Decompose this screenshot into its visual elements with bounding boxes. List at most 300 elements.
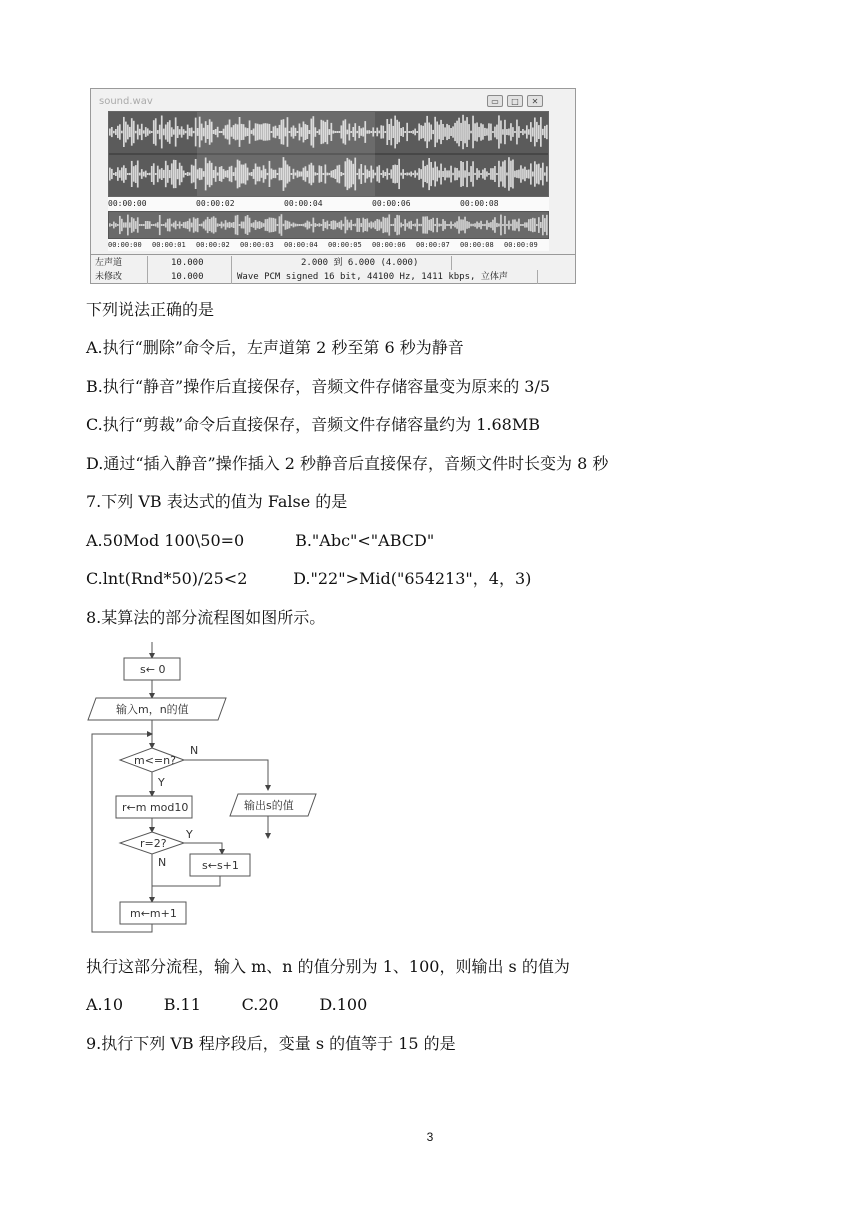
waveform-bar	[484, 168, 486, 180]
waveform-bar	[380, 222, 382, 229]
waveform-bar	[163, 170, 165, 178]
waveform-bar	[490, 168, 492, 180]
waveform-bar	[386, 168, 388, 179]
waveform-bar	[482, 224, 484, 226]
waveform-bar	[159, 215, 161, 235]
waveform-bar	[255, 220, 257, 230]
waveform-bar	[480, 221, 482, 229]
channel-label: 左声道	[95, 256, 148, 270]
waveform-bar	[149, 173, 151, 175]
waveform-bar	[518, 126, 520, 138]
waveform-bar	[424, 217, 426, 234]
waveform-bar	[315, 223, 317, 227]
waveform-bar	[416, 173, 418, 176]
waveform-bar	[484, 224, 486, 226]
waveform-bar	[341, 220, 343, 230]
waveform-bar	[185, 131, 187, 133]
waveform-bar	[490, 124, 492, 141]
waveform-bar	[456, 221, 458, 229]
waveform-bar	[175, 221, 177, 230]
overview-tick: 00:00:08	[460, 241, 494, 249]
waveform-bar	[135, 165, 137, 183]
waveform-bar	[488, 123, 490, 140]
waveform-bar	[538, 125, 540, 139]
waveform-bar	[388, 214, 390, 235]
flowchart	[80, 640, 340, 940]
waveform-bar	[181, 166, 183, 182]
waveform-bar	[147, 128, 149, 135]
waveform-bar	[277, 224, 279, 226]
waveform-bar	[408, 131, 410, 133]
waveform-bar	[317, 224, 319, 226]
waveform-bar	[532, 218, 534, 232]
waveform-bar	[474, 223, 476, 227]
waveform-bar	[173, 129, 175, 134]
waveform-bar	[382, 170, 384, 178]
state-value: 10.000	[171, 270, 232, 284]
overview-ruler	[108, 239, 549, 251]
waveform-bar	[530, 163, 532, 184]
waveform-bar	[410, 221, 412, 230]
waveform-bar	[265, 219, 267, 231]
waveform-bar	[448, 125, 450, 139]
waveform-display[interactable]	[108, 111, 549, 197]
waveform-bar	[512, 127, 514, 137]
waveform-bar	[430, 162, 432, 186]
waveform-bar	[404, 173, 406, 175]
waveform-bar	[163, 224, 165, 226]
waveform-bar	[386, 119, 388, 145]
waveform-bar	[430, 219, 432, 231]
waveform-bar	[536, 122, 538, 142]
waveform-bar	[408, 222, 410, 229]
waveform-bar	[325, 222, 327, 228]
waveform-bar	[546, 215, 548, 235]
waveform-bar	[125, 222, 127, 227]
waveform-bar	[540, 222, 542, 228]
close-icon[interactable]: ✕	[527, 95, 543, 107]
waveform-bar	[349, 222, 351, 227]
waveform-bar	[137, 217, 139, 232]
waveform-bar	[412, 224, 414, 226]
waveform-bar	[119, 216, 121, 234]
waveform-bar	[544, 172, 546, 175]
waveform-bar	[542, 129, 544, 135]
waveform-bar	[311, 224, 313, 226]
waveform-bar	[263, 223, 265, 227]
waveform-bar	[147, 173, 149, 175]
flow-mod: r←m mod10	[122, 801, 189, 814]
waveform-graphic	[109, 112, 548, 196]
waveform-bar	[313, 218, 315, 233]
waveform-bar	[498, 115, 500, 148]
waveform-bar	[452, 224, 454, 226]
waveform-bar	[540, 117, 542, 147]
waveform-bar	[131, 118, 133, 146]
waveform-bar	[376, 128, 378, 137]
waveform-bar	[432, 218, 434, 233]
waveform-bar	[536, 224, 538, 226]
waveform-bar	[446, 170, 448, 177]
waveform-bar	[524, 222, 526, 227]
waveform-bar	[516, 170, 518, 178]
waveform-bar	[195, 219, 197, 232]
waveform-bar	[295, 224, 297, 227]
q9-stem: 9.执行下列 VB 程序段后，变量 s 的值等于 15 的是	[86, 1034, 456, 1053]
waveform-bar	[165, 223, 167, 228]
waveform-bar	[422, 161, 424, 188]
waveform-bar	[253, 222, 255, 228]
waveform-bar	[203, 221, 205, 228]
waveform-bar	[380, 125, 382, 138]
waveform-bar	[470, 166, 472, 182]
waveform-bar	[113, 173, 115, 175]
ruler-tick: 00:00:02	[196, 199, 235, 208]
waveform-bar	[406, 123, 408, 141]
waveform-bar	[404, 219, 406, 231]
waveform-bar	[291, 224, 293, 226]
overview-graphic	[109, 212, 548, 238]
waveform-bar	[187, 172, 189, 176]
waveform-bar	[464, 217, 466, 234]
waveform-bar	[430, 125, 432, 140]
waveform-bar	[472, 161, 474, 186]
waveform-bar	[500, 167, 502, 182]
waveform-bar	[482, 170, 484, 179]
overview-tick: 00:00:01	[152, 241, 186, 249]
waveform-bar	[352, 224, 354, 226]
waveform-bar	[356, 218, 358, 232]
waveform-bar	[414, 224, 416, 227]
waveform-bar	[173, 223, 175, 228]
waveform-bar	[414, 170, 416, 177]
waveform-bar	[247, 215, 249, 235]
waveform-bar	[378, 220, 380, 231]
waveform-bar	[358, 218, 360, 232]
waveform-bar	[145, 221, 147, 229]
waveform-bar	[452, 173, 454, 175]
waveform-bar	[484, 128, 486, 136]
waveform-bar	[476, 123, 478, 142]
waveform-bar	[285, 220, 287, 230]
waveform-bar	[153, 163, 155, 185]
waveform-bar	[502, 224, 504, 226]
waveform-bar	[470, 131, 472, 134]
waveform-bar	[215, 218, 217, 232]
waveform-bar	[374, 221, 376, 229]
waveform-bar	[233, 222, 235, 228]
waveform-bar	[538, 217, 540, 233]
waveform-bar	[382, 126, 384, 139]
waveform-bar	[185, 173, 187, 175]
waveform-bar	[111, 224, 113, 226]
waveform-bar	[538, 164, 540, 185]
waveform-bar	[428, 123, 430, 142]
waveform-bar	[183, 171, 185, 178]
waveform-bar	[209, 219, 211, 231]
waveform-bar	[219, 224, 221, 226]
waveform-bar	[500, 215, 502, 236]
waveform-bar	[151, 166, 153, 182]
waveform-bar	[319, 223, 321, 227]
maximize-icon[interactable]: □	[507, 95, 523, 107]
waveform-bar	[488, 173, 490, 175]
waveform-bar	[414, 129, 416, 136]
overview-tick: 00:00:00	[108, 241, 142, 249]
waveform-bar	[438, 125, 440, 140]
waveform-bar	[412, 130, 414, 134]
waveform-bar	[231, 223, 233, 227]
audio-format: Wave PCM signed 16 bit, 44100 Hz, 1411 kbps, 立体声	[237, 270, 538, 284]
waveform-bar	[514, 171, 516, 178]
waveform-bar	[522, 224, 524, 226]
waveform-bar	[362, 218, 364, 233]
waveform-bar	[251, 223, 253, 227]
waveform-bar	[217, 223, 219, 226]
waveform-bar	[468, 124, 470, 140]
waveform-bar	[153, 120, 155, 144]
waveform-bar	[281, 214, 283, 236]
waveform-bar	[339, 222, 341, 229]
waveform-bar	[422, 217, 424, 234]
waveform-bar	[406, 173, 408, 176]
waveform-bar	[115, 223, 117, 227]
waveform-bar	[331, 221, 333, 229]
waveform-bar	[528, 170, 530, 179]
waveform-bar	[327, 221, 329, 230]
waveform-bar	[139, 129, 141, 135]
waveform-bar	[450, 221, 452, 228]
waveform-bar	[516, 222, 518, 229]
ruler-tick: 00:00:06	[372, 199, 411, 208]
waveform-bar	[434, 224, 436, 226]
waveform-bar	[179, 163, 181, 186]
waveform-bar	[155, 118, 157, 145]
waveform-bar	[366, 218, 368, 231]
waveform-bar	[157, 222, 159, 228]
waveform-bar	[522, 129, 524, 135]
waveform-bar	[147, 221, 149, 229]
waveform-bar	[111, 127, 113, 137]
waveform-bar	[458, 118, 460, 147]
waveform-bar	[145, 127, 147, 137]
waveform-bar	[460, 161, 462, 187]
waveform-bar	[245, 216, 247, 234]
waveform-bar	[171, 163, 173, 184]
waveform-bar	[434, 117, 436, 147]
waveform-bar	[418, 168, 420, 180]
waveform-bar	[181, 126, 183, 137]
waveform-bar	[183, 222, 185, 228]
waveform-bar	[510, 123, 512, 141]
waveform-bar	[394, 116, 396, 149]
waveform-bar	[384, 131, 386, 133]
waveform-bar	[303, 224, 305, 227]
waveform-bar	[271, 218, 273, 233]
waveform-bar	[167, 122, 169, 142]
waveform-bar	[536, 164, 538, 183]
waveform-bar	[392, 224, 394, 226]
waveform-bar	[542, 215, 544, 236]
waveform-bar	[442, 219, 444, 231]
waveform-bar	[177, 224, 179, 226]
waveform-bar	[468, 222, 470, 228]
window-title: sound.wav	[99, 96, 153, 107]
waveform-bar	[225, 220, 227, 230]
waveform-bar	[454, 168, 456, 181]
waveform-bar	[444, 221, 446, 229]
waveform-bar	[542, 163, 544, 186]
waveform-bar	[307, 221, 309, 230]
waveform-bar	[448, 170, 450, 177]
waveform-bar	[376, 167, 378, 182]
waveform-bar	[123, 222, 125, 227]
waveform-bar	[137, 125, 139, 140]
waveform-bar	[418, 124, 420, 141]
q6-option-d: D.通过“插入静音”操作插入 2 秒静音后直接保存，音频文件时长变为 8 秒	[86, 454, 609, 473]
waveform-bar	[466, 117, 468, 147]
waveform-bar	[125, 122, 127, 143]
waveform-bar	[462, 162, 464, 186]
waveform-bar	[476, 168, 478, 180]
waveform-bar	[117, 126, 119, 138]
minimize-icon[interactable]: ▭	[487, 95, 503, 107]
waveform-bar	[472, 224, 474, 226]
waveform-bar	[350, 220, 352, 230]
overview-tick: 00:00:03	[240, 241, 274, 249]
waveform-bar	[530, 219, 532, 232]
waveform-bar	[191, 128, 193, 137]
waveform-bar	[173, 160, 175, 188]
waveform-bar	[137, 161, 139, 188]
waveform-bar	[177, 126, 179, 138]
waveform-bar	[498, 161, 500, 187]
waveform-bar	[406, 223, 408, 227]
overview-tick: 00:00:05	[328, 241, 362, 249]
waveform-bar	[398, 122, 400, 143]
ruler-tick: 00:00:04	[284, 199, 323, 208]
waveform-bar	[454, 223, 456, 228]
waveform-bar	[183, 129, 185, 135]
waveform-bar	[388, 124, 390, 140]
time-ruler	[108, 197, 549, 212]
waveform-bar	[508, 129, 510, 136]
waveform-bar	[402, 224, 404, 226]
waveform-bar	[370, 221, 372, 228]
overview-tick: 00:00:06	[372, 241, 406, 249]
waveform-bar	[534, 161, 536, 186]
waveform-bar	[189, 128, 191, 136]
waveform-bar	[476, 222, 478, 229]
waveform-bar	[418, 224, 420, 226]
waveform-bar	[520, 224, 522, 226]
waveform-bar	[510, 224, 512, 226]
waveform-bar	[506, 129, 508, 135]
waveform-bar	[386, 218, 388, 233]
waveform-bar	[376, 219, 378, 231]
waveform-bar	[139, 224, 141, 226]
waveform-bar	[159, 169, 161, 178]
waveform-bar	[275, 219, 277, 232]
waveform-bar	[335, 221, 337, 230]
waveform-bar	[460, 123, 462, 141]
waveform-bar	[384, 218, 386, 233]
waveform-bar	[193, 166, 195, 183]
waveform-bar	[464, 170, 466, 177]
waveform-bar	[522, 169, 524, 180]
waveform-bar	[478, 170, 480, 178]
waveform-bar	[532, 128, 534, 137]
waveform-bar	[478, 127, 480, 137]
waveform-bar	[396, 215, 398, 235]
waveform-bar	[133, 166, 135, 182]
waveform-bar	[410, 172, 412, 177]
waveform-bar	[345, 217, 347, 234]
waveform-bar	[141, 224, 143, 226]
waveform-bar	[109, 223, 111, 226]
waveform-bar	[400, 223, 402, 228]
flow-no1: N	[190, 744, 199, 757]
overview-waveform[interactable]	[108, 211, 549, 239]
waveform-bar	[392, 126, 394, 138]
waveform-bar	[506, 173, 508, 176]
waveform-bar	[223, 224, 225, 227]
waveform-bar	[394, 165, 396, 184]
waveform-bar	[526, 170, 528, 178]
waveform-bar	[378, 131, 380, 134]
waveform-bar	[480, 123, 482, 140]
waveform-bar	[446, 124, 448, 140]
waveform-bar	[450, 166, 452, 183]
waveform-bar	[207, 217, 209, 233]
q7-options-row2: C.lnt(Rnd*50)/25<2 D."22">Mid("654213"，4，3)	[86, 569, 532, 588]
waveform-bar	[119, 170, 121, 178]
waveform-bar	[436, 167, 438, 182]
waveform-bar	[508, 157, 510, 191]
waveform-bar	[498, 224, 500, 227]
waveform-bar	[227, 223, 229, 228]
waveform-bar	[343, 224, 345, 227]
waveform-bar	[127, 215, 129, 236]
waveform-bar	[504, 120, 506, 144]
flow-inc: s←s+1	[202, 859, 239, 872]
waveform-bar	[129, 173, 131, 175]
waveform-bar	[502, 162, 504, 187]
waveform-bar	[530, 122, 532, 142]
waveform-bar	[205, 220, 207, 231]
waveform-bar	[544, 218, 546, 232]
waveform-bar	[305, 223, 307, 228]
waveform-bar	[534, 218, 536, 232]
flow-cond2: r=2?	[140, 837, 167, 850]
waveform-bar	[211, 218, 213, 233]
q8-options: A.10 B.11 C.20 D.100	[86, 995, 368, 1014]
waveform-bar	[181, 224, 183, 226]
waveform-bar	[492, 131, 494, 133]
waveform-bar	[187, 221, 189, 229]
flow-input: 输入m，n的值	[116, 703, 189, 716]
waveform-bar	[143, 172, 145, 177]
waveform-bar	[143, 224, 145, 226]
waveform-bar	[452, 126, 454, 137]
waveform-bar	[119, 124, 121, 139]
waveform-bar	[494, 127, 496, 138]
waveform-bar	[169, 120, 171, 144]
waveform-bar	[372, 222, 374, 227]
ruler-tick: 00:00:08	[460, 199, 499, 208]
waveform-bar	[368, 223, 370, 228]
waveform-bar	[494, 166, 496, 182]
